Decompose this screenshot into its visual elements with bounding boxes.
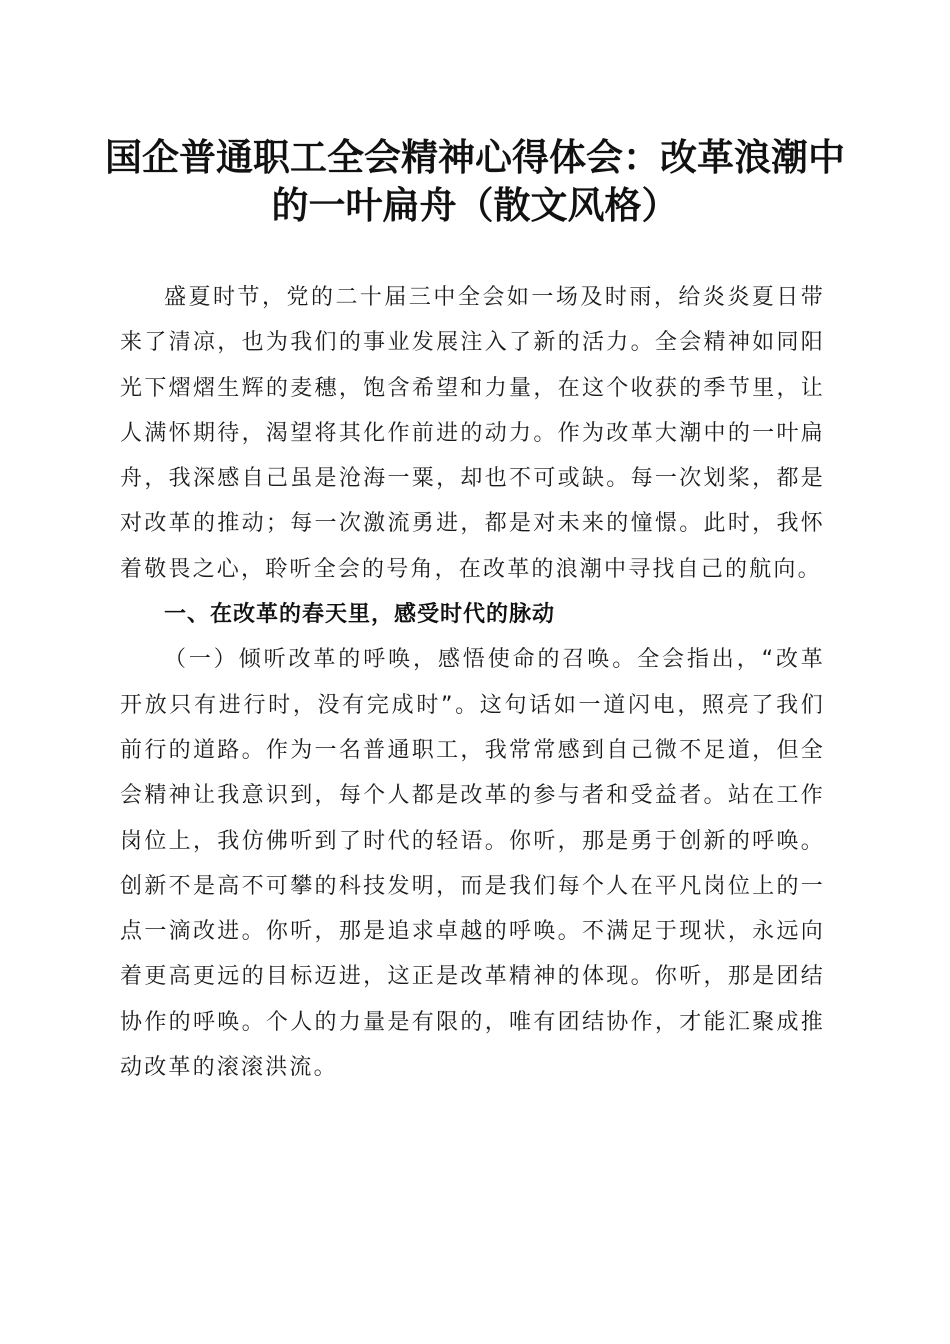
section-1-heading: 一、在改革的春天里，感受时代的脉动 [164, 602, 556, 628]
subsection-1-lead: （一）倾听改革的呼唤，感悟使命的召唤。 [164, 647, 638, 673]
subsection-1-paragraph [120, 637, 825, 1090]
subsection-1-body: 全会指出，“改革开放只有进行时，没有完成时”。这句话如一道闪电，照亮了我们前行的道路。作为一名普通职工，我常常感到自己微不足道，但全会精神让我意识到，每个人都是改革的参与者和受益者。站在工作岗位上，我仿佛听到了时代的轻语。你听，那是勇于创新的呼唤。创新不是高不可攀的科技发明，而是我们每个人在平凡岗位上的一点一滴改进。你听，那是追求卓越的呼唤。不满足于现状，永远向着更高更远的目标迈进，这正是改革精神的体现。你听，那是团结协作的呼唤。个人的力量是有限的，唯有团结协作，才能汇聚成推动改革的滚滚洪流。 [120, 647, 825, 1081]
title-line-2: 的一叶扁舟（散文风格） [271, 183, 679, 227]
title-line-1: 国企普通职工全会精神心得体会：改革浪潮中 [105, 135, 845, 179]
intro-paragraph: 盛夏时节，党的二十届三中全会如一场及时雨，给炎炎夏日带来了清凉，也为我们的事业发展注入了新的活力。全会精神如同阳光下熠熠生辉的麦穗，饱含希望和力量，在这个收获的季节里，让人满怀期待，渴望将其化作前进的动力。作为改革大潮中的一叶扁舟，我深感自己虽是沧海一粟，却也不可或缺。每一次划桨，都是对改革的推动；每一次激流勇进，都是对未来的憧憬。此时，我怀着敬畏之心，聆听全会的号角，在改革的浪潮中寻找自己的航向。 [120, 285, 825, 582]
document-title [100, 133, 850, 229]
document-body [120, 275, 825, 1090]
